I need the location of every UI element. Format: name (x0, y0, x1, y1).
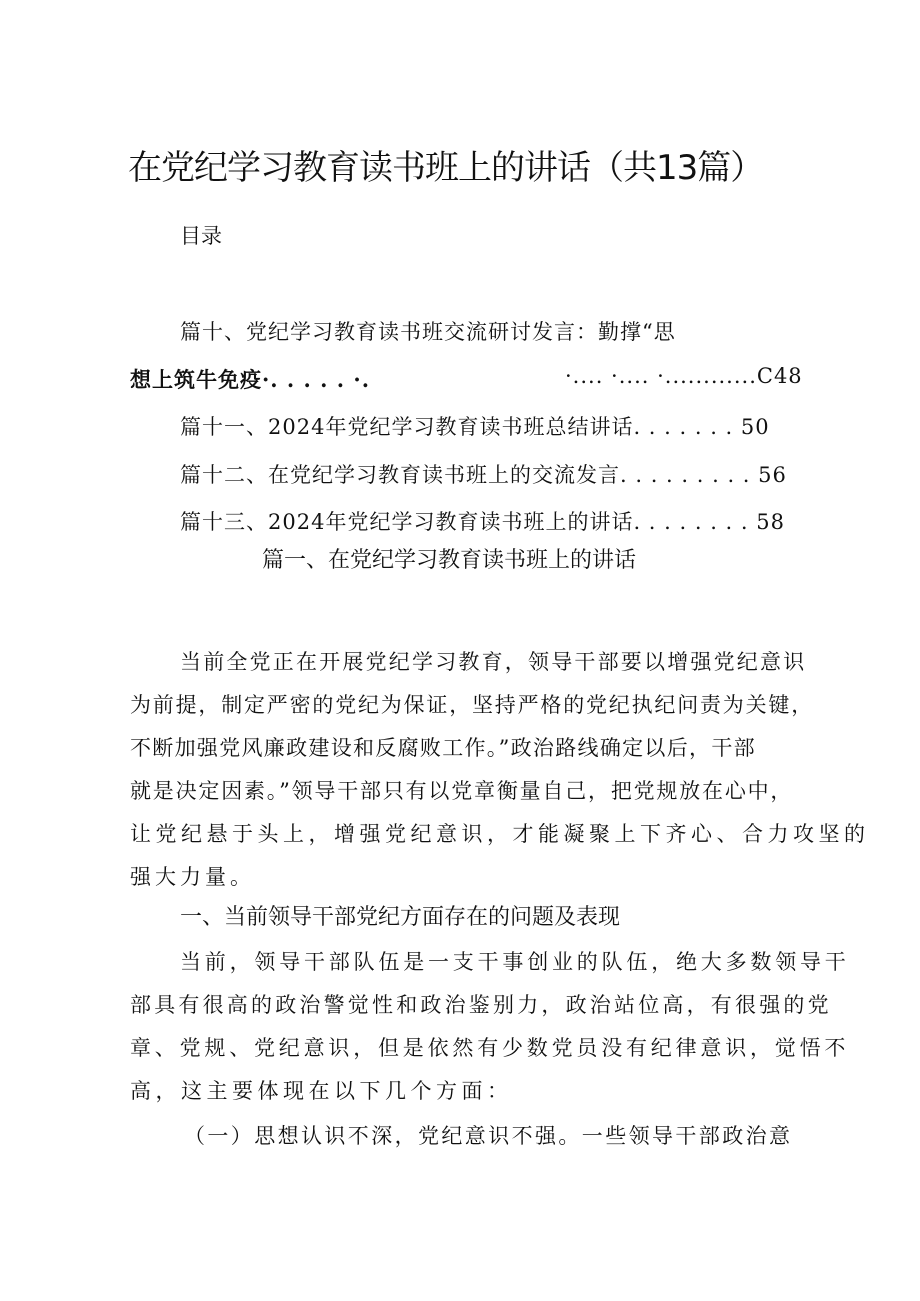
toc-entry-12: 篇十二、在党纪学习教育读书班上的交流发言. . . . . . . . . 56 (180, 463, 787, 487)
body-line: 章、党规、党纪意识，但是依然有少数党员没有纪律意识，觉悟不 (130, 1036, 850, 1060)
toc-entry-10-line2-left: 想上筑牛免疫·. . . . . ·. (130, 367, 371, 392)
toc-entry-13: 篇十三、2024年党纪学习教育读书班上的讲话. . . . . . . . 58 (180, 510, 785, 534)
toc-entry-11: 篇十一、2024年党纪学习教育读书班总结讲话. . . . . . . 50 (180, 415, 770, 439)
toc-entry-10-line2-right: ·.... ·.... ·............C48 (565, 364, 803, 388)
body-line: 高，这主要体现在以下几个方面： (130, 1079, 513, 1103)
document-title: 在党纪学习教育读书班上的讲话（共13篇） (128, 148, 764, 188)
intro-line: 不断加强党风廉政建设和反腐败工作。”政治路线确定以后，干部 (130, 736, 756, 760)
intro-line: 就是决定因素。”领导干部只有以党章衡量自己，把党规放在心中， (130, 779, 794, 803)
toc-heading: 目录 (180, 224, 222, 248)
body-line: 当前，领导干部队伍是一支干事创业的队伍，绝大多数领导干 (180, 950, 850, 974)
intro-line: 让党纪悬于头上，增强党纪意识，才能凝聚上下齐心、合力攻坚的 (130, 822, 870, 846)
toc-entry-10-line1: 篇十、党纪学习教育读书班交流研讨发言：勤撑“思 (180, 320, 676, 344)
section-title: 篇一、在党纪学习教育读书班上的讲话 (262, 548, 637, 573)
body-line: 部具有很高的政治警觉性和政治鉴别力，政治站位高，有很强的党 (130, 993, 832, 1017)
body-line: （一）思想认识不深，党纪意识不强。一些领导干部政治意 (184, 1124, 793, 1148)
intro-line: 当前全党正在开展党纪学习教育，领导干部要以增强党纪意识 (180, 650, 807, 674)
intro-line: 强大力量。 (130, 865, 255, 889)
intro-line: 为前提，制定严密的党纪为保证，坚持严格的党纪执纪问责为关键， (130, 693, 814, 717)
subheading: 一、当前领导干部党纪方面存在的问题及表现 (180, 905, 621, 930)
